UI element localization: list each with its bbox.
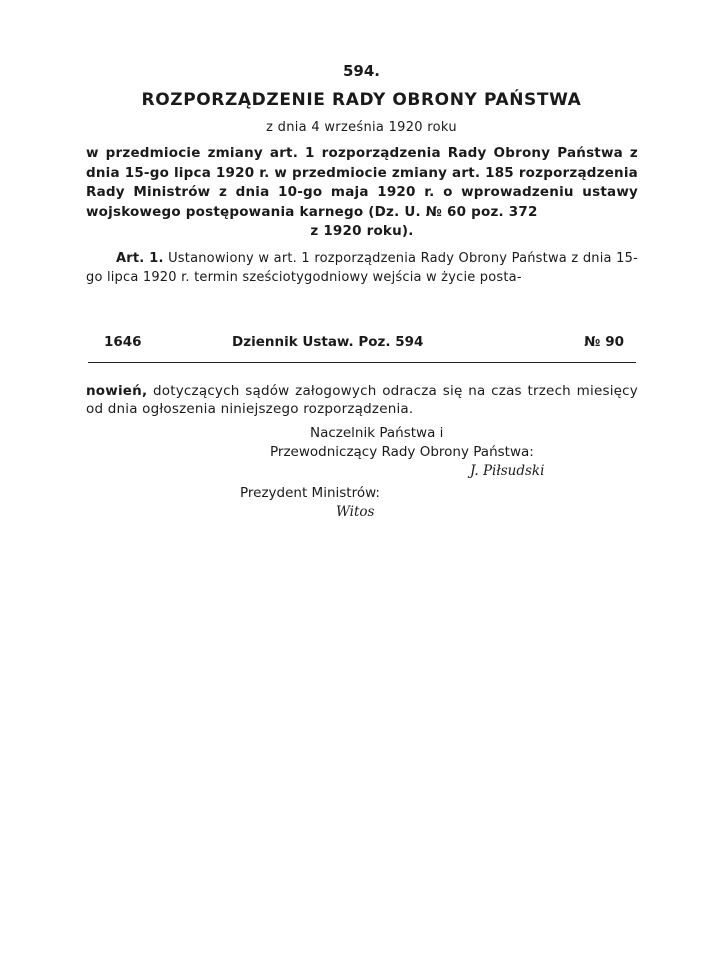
signatory-name: Witos: [336, 504, 375, 520]
document-title: ROZPORZĄDZENIE RADY OBRONY PAŃSTWA: [141, 90, 582, 110]
article-text: Ustanowiony w art. 1 rozporządzenia Rady Obrony Państwa z dnia 15-go lipca 1920 r. termin sześciotygodniowy wejścia w życie posta-: [86, 251, 638, 285]
continuation-first-word: nowień,: [86, 383, 148, 399]
article-label: Art. 1.: [116, 251, 164, 266]
document-subject: [86, 144, 638, 242]
signature-block-prime-minister: [240, 484, 600, 522]
page-number: 1646: [104, 334, 142, 350]
article-1: [86, 250, 638, 287]
subject-text: w przedmiocie zmiany art. 1 rozporządzenia Rady Obrony Państwa z dnia 15-go lipca 1920 r. w przedmiocie zmiany art. 185 rozporządzenia Rady Ministrów z dnia 10-go maja 1920 r. o wprowadzeniu ustawy wojskowego postępowania karnego (Dz. U. № 60 poz. 372: [86, 145, 638, 220]
journal-reference: Dziennik Ustaw. Poz. 594: [232, 334, 424, 350]
signatory-title-line2: Przewodniczący Rady Obrony Państwa:: [270, 444, 534, 460]
document-date: z dnia 4 września 1920 roku: [266, 120, 457, 135]
subject-text-end: z 1920 roku).: [310, 223, 414, 239]
continuation-text: dotyczących sądów załogowych odracza się na czas trzech miesięcy od dnia ogłoszenia niniejszego rozporządzenia.: [86, 383, 638, 417]
header-divider: [88, 362, 636, 363]
signatory-name: J. Piłsudski: [470, 463, 545, 479]
article-continuation: [86, 382, 638, 418]
signatory-title: Prezydent Ministrów:: [240, 485, 380, 501]
document-number: 594.: [342, 62, 380, 80]
issue-number: № 90: [584, 334, 624, 350]
signatory-title-line1: Naczelnik Państwa i: [310, 425, 444, 441]
signature-block-head-of-state: [270, 424, 630, 481]
page-header: [104, 334, 624, 354]
